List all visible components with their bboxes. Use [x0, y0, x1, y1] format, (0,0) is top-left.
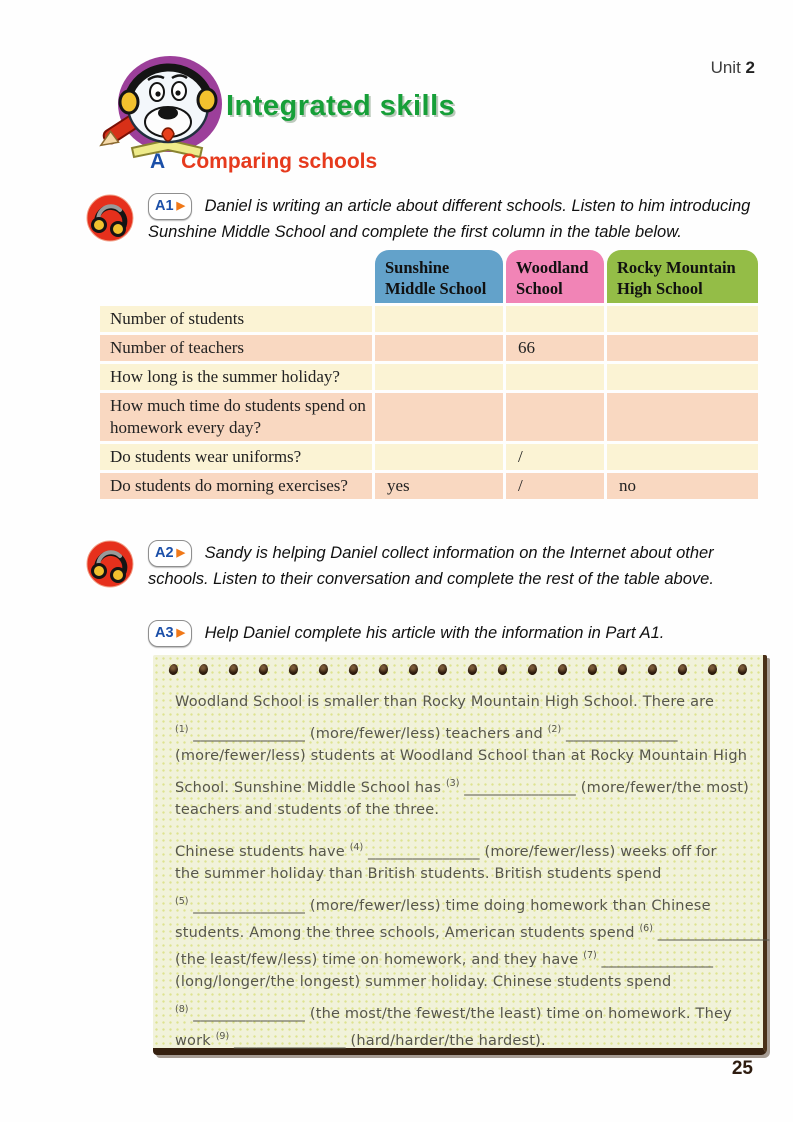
table-row [100, 306, 758, 332]
notepad-line: (more/fewer/less) students at Woodland School than at Rocky Mountain High [175, 748, 748, 764]
play-icon: ▶ [176, 546, 186, 559]
a1-badge [148, 193, 192, 220]
notepad-line: (long/longer/the longest) summer holiday. Chinese students spend [175, 974, 672, 990]
play-icon: ▶ [176, 626, 186, 639]
notepad-line: students. Among the three schools, American students spend $^{(6)}$ _______________ [175, 923, 770, 941]
a2-instruction-text: Sandy is helping Daniel collect information on the Internet about other schools. Listen to their conversation and complete the rest of the table above. [148, 544, 714, 588]
table-row [100, 335, 758, 361]
table-row [100, 393, 758, 441]
dog-mascot-icon [98, 52, 238, 160]
table-cell: / [506, 473, 604, 499]
row-label: How long is the summer holiday? [100, 364, 372, 390]
binder-hole-icon [258, 663, 269, 676]
unit-number: 2 [745, 58, 755, 77]
notepad-line: $^{(5)}$ _______________ (more/fewer/less) time doing homework than Chinese [175, 896, 711, 914]
headphones-icon [84, 538, 136, 590]
binder-hole-icon [168, 663, 179, 676]
table-cell [506, 306, 604, 332]
table-cell: no [607, 473, 758, 499]
a2-badge [148, 540, 192, 567]
notepad-paper [153, 655, 770, 1055]
table-row [100, 444, 758, 470]
headphones-icon [84, 192, 136, 244]
section-title: Comparing schools [181, 150, 378, 173]
a3-badge-label: A3 [155, 625, 174, 641]
table-header-spacer [100, 250, 372, 303]
notepad-line: teachers and students of the three. [175, 802, 440, 818]
binder-hole-icon [617, 663, 628, 676]
section-letter: A [150, 150, 166, 173]
unit-label-text: Unit [710, 58, 741, 77]
binder-hole-icon [527, 663, 538, 676]
a3-badge [148, 620, 192, 647]
table-cell [506, 364, 604, 390]
unit-label [711, 58, 755, 78]
table-cell [607, 335, 758, 361]
notepad-line: work $^{(9)}$ _______________ (hard/harder/the hardest). [175, 1031, 546, 1049]
a1-instruction-text: Daniel is writing an article about different schools. Listen to him introducing Sunshine Middle School and complete the first column in the table below. [148, 197, 751, 241]
exercise-a2-instructions [148, 540, 773, 591]
page-title: Integrated skills [226, 90, 456, 122]
row-label: Number of teachers [100, 335, 372, 361]
table-body [100, 306, 758, 499]
binder-hole-icon [228, 663, 239, 676]
row-label: Do students wear uniforms? [100, 444, 372, 470]
binder-hole-icon [497, 663, 508, 676]
table-header-row [100, 250, 758, 303]
notepad-line: Chinese students have $^{(4)}$ _______________ (more/fewer/less) weeks off for [175, 842, 717, 860]
table-cell [607, 306, 758, 332]
comparison-table [100, 250, 758, 502]
play-icon: ▶ [176, 199, 186, 212]
binder-hole-icon [557, 663, 568, 676]
table-cell [375, 393, 503, 441]
table-column-header-1: Woodland School [506, 250, 604, 303]
notepad-article-text [153, 675, 770, 1050]
table-cell [375, 444, 503, 470]
binder-hole-icon [437, 663, 448, 676]
binder-hole-icon [737, 663, 748, 676]
a2-badge-label: A2 [155, 545, 174, 561]
table-cell [506, 393, 604, 441]
exercise-a3-instructions [148, 620, 773, 647]
notepad-line: the summer holiday than British students. British students spend [175, 866, 662, 882]
table-cell [375, 364, 503, 390]
a3-instruction-text: Help Daniel complete his article with the information in Part A1. [204, 624, 665, 642]
table-row [100, 473, 758, 499]
table-cell [607, 393, 758, 441]
notepad-line: (the least/few/less) time on homework, and they have $^{(7)}$ _______________ [175, 950, 714, 968]
binder-hole-icon [647, 663, 658, 676]
table-cell: yes [375, 473, 503, 499]
notepad-line: $^{(1)}$ _______________ (more/fewer/less) teachers and $^{(2)}$ _______________ [175, 724, 678, 742]
binder-hole-icon [288, 663, 299, 676]
table-column-header-0: Sunshine Middle School [375, 250, 503, 303]
exercise-a1-instructions [148, 193, 773, 244]
table-row [100, 364, 758, 390]
notepad-line: $^{(8)}$ _______________ (the most/the fewest/the least) time on homework. They [175, 1004, 732, 1022]
table-cell [375, 335, 503, 361]
notepad-line: School. Sunshine Middle School has $^{(3)}$ _______________ (more/fewer/the most) [175, 778, 750, 796]
row-label: Number of students [100, 306, 372, 332]
a1-badge-label: A1 [155, 198, 174, 214]
page-number: 25 [731, 1058, 753, 1079]
notepad-line: Woodland School is smaller than Rocky Mountain High School. There are [175, 694, 715, 710]
table-cell [607, 444, 758, 470]
section-heading [150, 150, 377, 174]
notepad-binder-holes [153, 655, 763, 675]
binder-hole-icon [198, 663, 209, 676]
binder-hole-icon [707, 663, 718, 676]
table-cell: / [506, 444, 604, 470]
row-label: How much time do students spend on homework every day? [100, 393, 372, 441]
table-cell [607, 364, 758, 390]
binder-hole-icon [377, 663, 388, 676]
binder-hole-icon [587, 663, 598, 676]
binder-hole-icon [677, 663, 688, 676]
binder-hole-icon [467, 663, 478, 676]
table-column-header-2: Rocky Mountain High School [607, 250, 758, 303]
binder-hole-icon [407, 663, 418, 676]
table-cell: 66 [506, 335, 604, 361]
row-label: Do students do morning exercises? [100, 473, 372, 499]
table-cell [375, 306, 503, 332]
binder-hole-icon [317, 663, 328, 676]
binder-hole-icon [347, 663, 358, 676]
